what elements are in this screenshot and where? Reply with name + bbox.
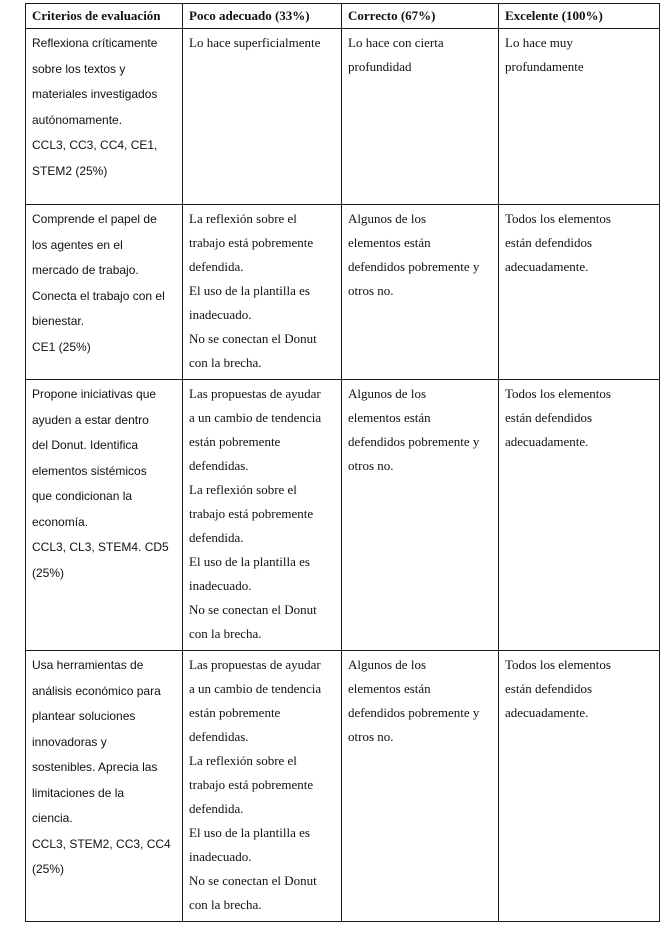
cell-text-line: Conecta el trabajo con el [32,288,165,303]
table-row [26,29,660,205]
cell-text-line: Lo hace muy [505,35,573,50]
cell-text-line: La reflexión sobre el [189,753,297,768]
header-poor: Poco adecuado (33%) [183,4,342,29]
cell-text-line: Comprende el papel de [32,212,157,226]
cell-text-line: están defendidos [505,681,593,696]
cell-text-line: elementos sistémicos [32,463,147,478]
cell-text-line: Lo hace con cierta [348,35,444,50]
criterion-cell [26,651,183,922]
criterion-cell [26,380,183,651]
header-excellent: Excelente (100%) [499,4,660,29]
cell-text-line: están defendidos [505,235,593,250]
cell-text-line: trabajo está pobremente [189,506,314,521]
cell-text-line: defendidos pobremente y [348,259,480,274]
cell-text-line: economía. [32,514,89,529]
cell-text-line: están pobremente [189,705,281,720]
header-correct: Correcto (67%) [342,4,499,29]
cell-text-line: CE1 (25%) [32,339,91,354]
cell-text-line: están defendidos [505,410,593,425]
correct-cell [342,651,499,922]
cell-text-line: CCL3, CL3, STEM4. CD5 [32,540,169,554]
cell-text-line: innovadoras y [32,734,107,749]
cell-text-line: inadecuado. [189,307,252,322]
cell-text-line: del Donut. Identifica [32,438,139,452]
cell-text-line: trabajo está pobremente [189,777,314,792]
correct-cell [342,205,499,380]
cell-text-line: inadecuado. [189,578,252,593]
cell-text-line: bienestar. [32,314,85,328]
excellent-cell [499,205,660,380]
cell-text-line: No se conectan el Donut [189,331,317,346]
excellent-cell [499,380,660,651]
table-row [26,380,660,651]
cell-text-line: defendidas. [189,458,249,473]
cell-text-line: Las propuestas de ayudar [189,657,321,672]
cell-text-line: plantear soluciones [32,709,136,723]
cell-text-line: con la brecha. [189,626,262,641]
correct-cell [342,29,499,205]
cell-text-line: (25%) [32,862,65,876]
cell-text-line: Algunos de los [348,386,426,401]
cell-text-line: defendidas. [189,729,249,744]
cell-text-line: otros no. [348,729,394,744]
cell-text-line: sobre los textos y [32,61,126,76]
cell-text-line: con la brecha. [189,897,262,912]
cell-text-line: análisis económico para [32,683,161,698]
cell-text-line: elementos están [348,235,431,250]
cell-text-line: con la brecha. [189,355,262,370]
cell-text-line: No se conectan el Donut [189,873,317,888]
cell-text-line: La reflexión sobre el [189,211,297,226]
cell-text-line: defendida. [189,259,244,274]
cell-text-line: Lo hace superficialmente [189,35,321,50]
cell-text-line: No se conectan el Donut [189,602,317,617]
cell-text-line: defendida. [189,530,244,545]
cell-text-line: Todos los elementos [505,386,611,401]
cell-text-line: otros no. [348,283,394,298]
cell-text-line: otros no. [348,458,394,473]
cell-text-line: ciencia. [32,811,73,825]
cell-text-line: los agentes en el [32,237,123,252]
cell-text-line: El uso de la plantilla es [189,283,310,298]
excellent-cell [499,651,660,922]
header-criteria: Criterios de evaluación [26,4,183,29]
cell-text-line: (25%) [32,565,65,580]
poor-cell [183,380,342,651]
cell-text-line: autónomamente. [32,112,123,127]
cell-text-line: Propone iniciativas que [32,387,157,401]
cell-text-line: STEM2 (25%) [32,163,108,178]
cell-text-line: adecuadamente. [505,434,589,449]
cell-text-line: defendidos pobremente y [348,434,480,449]
cell-text-line: defendida. [189,801,244,816]
cell-text-line: El uso de la plantilla es [189,825,310,840]
excellent-cell [499,29,660,205]
poor-cell [183,205,342,380]
cell-text-line: profundamente [505,59,584,74]
cell-text-line: Reflexiona críticamente [32,36,158,50]
cell-text-line: adecuadamente. [505,705,589,720]
poor-cell [183,29,342,205]
cell-text-line: elementos están [348,410,431,425]
cell-text-line: que condicionan la [32,489,133,503]
cell-text-line: Todos los elementos [505,657,611,672]
criterion-cell [26,205,183,380]
cell-text-line: El uso de la plantilla es [189,554,310,569]
cell-text-line: CCL3, STEM2, CC3, CC4 [32,836,171,851]
cell-text-line: mercado de trabajo. [32,263,139,277]
cell-text-line: CCL3, CC3, CC4, CE1, [32,138,158,152]
cell-text-line: Las propuestas de ayudar [189,386,321,401]
header-row [26,4,660,29]
cell-text-line: limitaciones de la [32,785,125,800]
cell-text-line: ayuden a estar dentro [32,412,149,427]
cell-text-line: Algunos de los [348,211,426,226]
poor-cell [183,651,342,922]
cell-text-line: Algunos de los [348,657,426,672]
correct-cell [342,380,499,651]
cell-text-line: materiales investigados [32,87,158,101]
cell-text-line: La reflexión sobre el [189,482,297,497]
cell-text-line: trabajo está pobremente [189,235,314,250]
cell-text-line: profundidad [348,59,412,74]
cell-text-line: sostenibles. Aprecia las [32,760,158,774]
cell-text-line: inadecuado. [189,849,252,864]
cell-text-line: elementos están [348,681,431,696]
cell-text-line: Todos los elementos [505,211,611,226]
cell-text-line: Usa herramientas de [32,658,144,672]
cell-text-line: a un cambio de tendencia [189,410,322,425]
table-row [26,205,660,380]
cell-text-line: están pobremente [189,434,281,449]
cell-text-line: adecuadamente. [505,259,589,274]
criterion-cell [26,29,183,205]
cell-text-line: a un cambio de tendencia [189,681,322,696]
cell-text-line: defendidos pobremente y [348,705,480,720]
table-row [26,651,660,922]
evaluation-rubric-table [25,3,660,922]
